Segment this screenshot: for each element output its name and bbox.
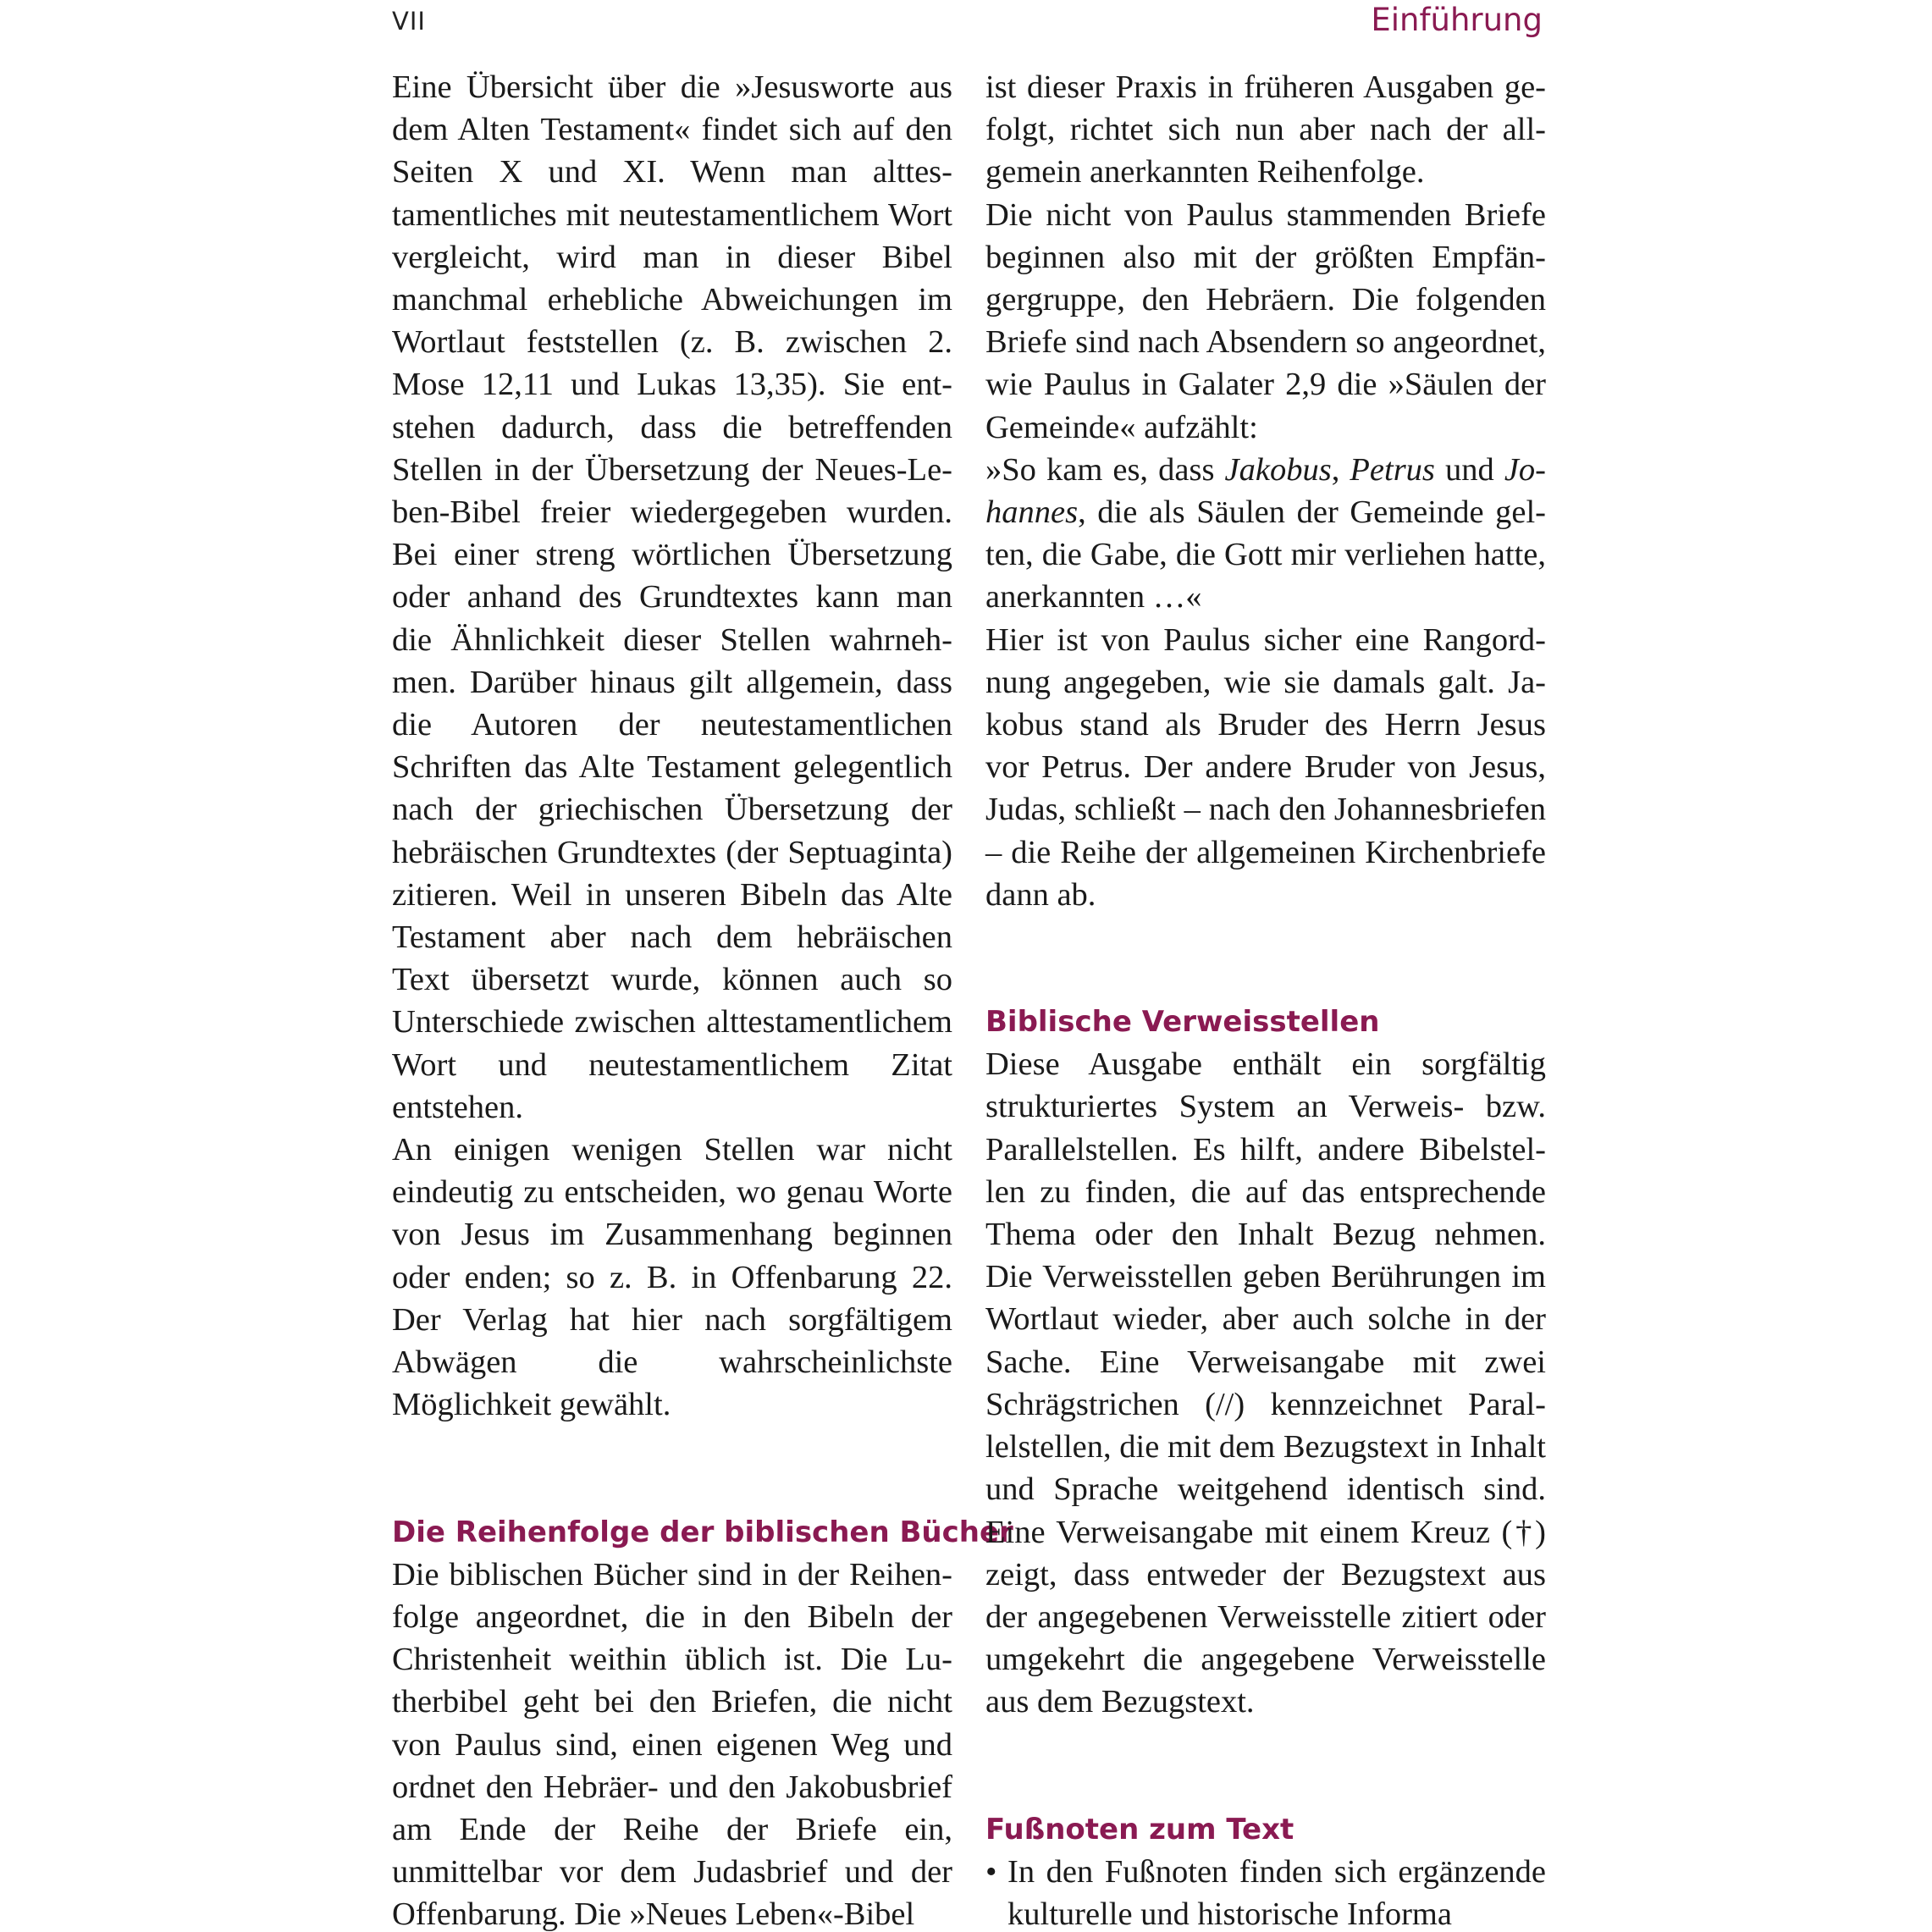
paragraph-non-pauline-letters: Die nicht von Paulus stammenden Briefe beginnen also mit der größten Empfängergruppe, den Hebräern. Die folgenden Briefe sind nach Absendern so angeordnet, wie Paulus in Galater 2,9 die »Säulen der Gemeinde« aufzählt: [985,196,1546,445]
list-item-text: In den Fußnoten finden sich ergänzende kulturelle und historische Informa [1007,1853,1546,1932]
paragraph-book-order: Die biblischen Bücher sind in der Reihenfolge angeordnet, die in den Bibeln der Christenheit weithin üblich ist. Die Lutherbibel geht bei den Briefen, die nicht von Paulus sind, einen eigenen Weg und ordnet den Hebräer- und den Jakobusbrief am Ende der Reihe der Briefe ein, unmittelbar vor dem Judasbrief und der Offenbarung. Die »Neues Leben«-Bibel [392,1556,952,1932]
section-heading-cross-references: Biblische Verweisstellen [985,1005,1380,1040]
quote-text: , die als Säulen der Gemeinde gelten, die Gabe, die Gott mir verliehen hatte, anerkannten …« [985,494,1546,615]
paragraph-unclear-passages: An einigen wenigen Stellen war nicht eindeutig zu entscheiden, wo genau Worte von Jesus im Zusammenhang beginnen oder enden; so z. B. in Offenbarung 22. Der Verlag hat hier nach sorgfältigem Abwägen die wahrscheinlichste Möglichkeit gewählt. [392,1132,952,1423]
quote-name-petrus: Petrus [1350,451,1435,488]
footnote-list [985,1851,1546,1932]
running-title: Einführung [1371,2,1543,38]
section-spacer [985,1724,1546,1808]
paragraph-ranking: Hier ist von Paulus sicher eine Rangordnung angegeben, wie sie damals galt. Jakobus stand als Bruder des Herrn Jesus vor Petrus. Der andere Bruder von Jesus, Judas, schließt – nach den Johannesbriefen – die Reihe der allgemeinen Kirchenbriefe dann ab. [985,621,1546,913]
quote-name-johannes: Johannes [985,451,1546,531]
quote-text: und [1434,451,1504,488]
paragraph-cross-references: Diese Ausgabe enthält ein sorgfältig strukturiertes System an Verweis- bzw. Parallelstellen. Es hilft, andere Bibelstellen zu finden, die auf das entsprechende Thema oder den Inhalt Bezug nehmen. Die Verweisstellen geben Berührungen im Wortlaut wieder, aber auch solche in der Sache. Eine Verweisangabe mit zwei Schrägstrichen (//) kennzeichnet Parallelstellen, die mit dem Bezugstext in Inhalt und Sprache weitgehend identisch sind. Eine Verweisangabe mit einem Kreuz (†) zeigt, dass entweder der Bezugstext aus der angegebenen Verweisstelle zitiert oder umgekehrt die angegebene Verweisstelle aus dem Bezugstext. [985,1046,1546,1720]
list-item [985,1851,1546,1932]
section-heading-book-order: Die Reihenfolge der biblischen Bücher [392,1515,1013,1549]
left-column [392,66,1013,1932]
quote-text: »So kam es, dass [985,451,1225,488]
right-column [985,66,1546,1932]
section-spacer [392,1427,952,1511]
page-number: VII [392,7,426,36]
bullet-icon: • [985,1853,997,1890]
quote-name-jakobus: Jakobus [1224,451,1332,488]
paragraph-jesus-words: Eine Übersicht über die »Jesusworte aus dem Alten Testament« findet sich auf den Seiten X und XI. Wenn man alttestamentliches mit neutestamentlichem Wort vergleicht, wird man in dieser Bibel manchmal erhebliche Abweichungen im Wortlaut feststellen (z. B. zwischen 2. Mose 12,11 und Lukas 13,35). Sie entstehen dadurch, dass die betreffenden Stellen in der Übersetzung der Neues-Leben-Bibel freier wiedergegeben wurden. Bei einer streng wörtlichen Übersetzung oder anhand des Grundtextes kann man die Ähnlichkeit dieser Stellen wahrnehmen. Darüber hinaus gilt allgemein, dass die Autoren der neutestamentlichen Schriften das Alte Testament gelegentlich nach der griechischen Übersetzung der hebräischen Grundtextes (der Septuaginta) zitieren. Weil in unseren Bibeln das Alte Testament aber nach dem hebräischen Text übersetzt wurde, können auch so Unterschiede zwischen alttestamentlichem Wort und neutestamentlichem Zitat entstehen. [392,69,952,1125]
section-heading-footnotes: Fußnoten zum Text [985,1812,1294,1846]
quote-galatians [985,449,1546,619]
section-spacer [985,916,1546,1001]
paragraph-book-order-continued: ist dieser Praxis in früheren Ausgaben gefolgt, richtet sich nun aber nach der allgemein anerkannten Reihenfolge. [985,69,1546,190]
quote-text: , [1331,451,1350,488]
